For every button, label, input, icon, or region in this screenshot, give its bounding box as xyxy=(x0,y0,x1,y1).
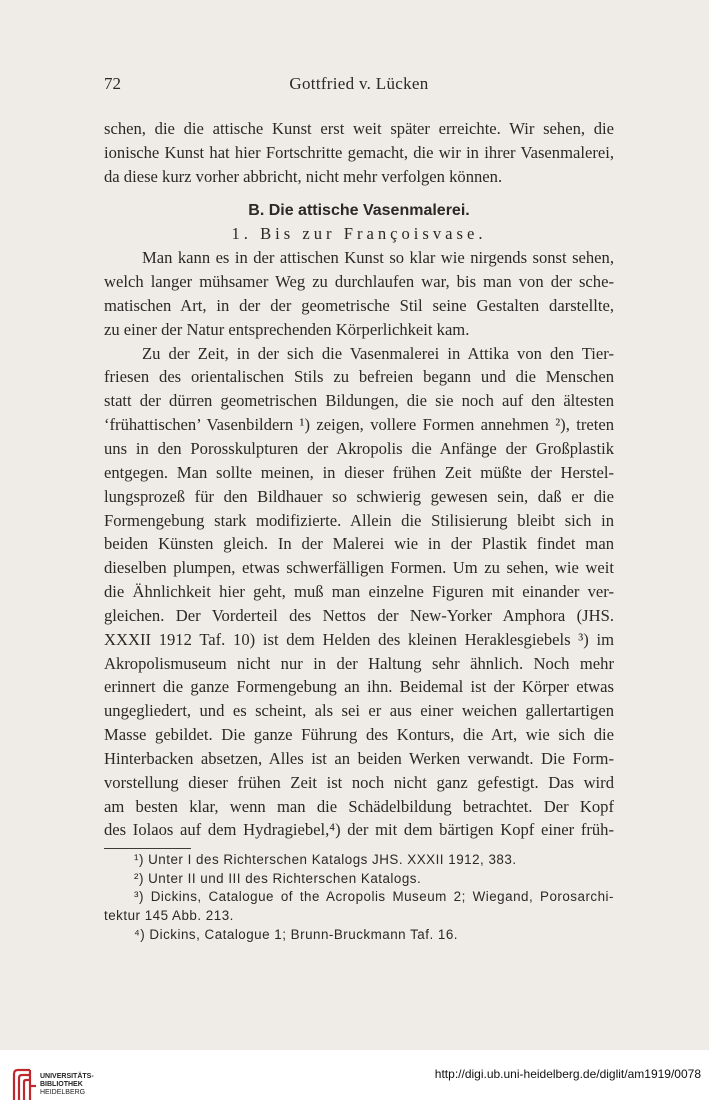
text-line: Akropolismuseum nicht nur in der Haltung sehr ähnlich. Noch mehr xyxy=(104,653,614,673)
text-line: dieselben plumpen, etwas schwerfälligen Formen. Um zu sehen, wie weit xyxy=(104,558,614,578)
text-line: am besten klar, wenn man die Schädelbildung betrachtet. Der Kopf xyxy=(104,796,614,816)
library-name xyxy=(40,1073,94,1097)
footnote-divider xyxy=(104,848,191,849)
text-line: uns in den Porosskulpturen der Akropolis die Anfänge der Großplastik xyxy=(104,438,614,458)
text-line: schen, die die attische Kunst erst weit später erreichte. Wir sehen, die xyxy=(104,119,614,138)
page-number: 72 xyxy=(104,74,121,93)
text-line: XXXII 1912 Taf. 10) ist dem Helden des kleinen Heraklesgiebels ³) im xyxy=(104,629,614,649)
subsection-heading: 1. Bis zur Françoisvase. xyxy=(231,224,487,244)
text-line: zu einer der Natur entsprechenden Körperlichkeit kam. xyxy=(104,319,470,339)
permalink-url[interactable]: http://digi.ub.uni-heidelberg.de/diglit/am1919/0078 xyxy=(434,1067,701,1081)
footnote-continuation: tektur 145 Abb. 213. xyxy=(104,908,234,924)
running-title: Gottfried v. Lücken xyxy=(289,74,429,93)
text-line: welch langer mühsamer Weg zu durchlaufen war, bis man von der sche- xyxy=(104,272,614,292)
text-line: Masse gebildet. Die ganze Führung des Konturs, die Art, wie sich die xyxy=(104,725,614,745)
footnote: ⁴) Dickins, Catalogue 1; Brunn-Bruckmann Taf. 16. xyxy=(134,926,458,942)
text-line: friesen des orientalischen Stils zu befreien begann und die Menschen xyxy=(104,367,614,387)
text-line: vorstellung dieser frühen Zeit ist noch nicht ganz gefestigt. Das wird xyxy=(104,772,614,792)
text-line: matischen Art, in der der geometrische Stil seine Gestalten darstellte, xyxy=(104,295,614,315)
text-line: ‘frühattischen’ Vasenbildern ¹) zeigen, vollere Formen annehmen ²), treten xyxy=(104,415,614,435)
library-name-line: UNIVERSITÄTS- xyxy=(40,1073,94,1080)
text-line: ionische Kunst hat hier Fortschritte gemacht, die wir in ihrer Vasenmalerei, xyxy=(104,142,614,162)
text-line: Man kann es in der attischen Kunst so klar wie nirgends sonst sehen, xyxy=(142,248,614,268)
body-text xyxy=(104,117,614,842)
text-line: ungegliedert, und es scheint, als sei er aus einer weichen gallertartigen xyxy=(104,701,614,721)
text-line: da diese kurz vorher abbricht, nicht mehr verfolgen können. xyxy=(104,166,503,186)
text-line: Formengebung stark modifizierte. Allein die Stilisierung bleibt sich in xyxy=(104,510,614,530)
text-line: beiden Künsten gleich. In der Malerei wie in der Plastik findet man xyxy=(104,534,614,554)
text-line: entgegen. Man sollte meinen, in dieser frühen Zeit müßte der Herstel- xyxy=(104,462,614,482)
text-line: des Iolaos auf dem Hydragiebel,⁴) der mit dem bärtigen Kopf einer früh- xyxy=(104,820,614,840)
text-line: Zu der Zeit, in der sich die Vasenmalerei in Attika von den Tier- xyxy=(142,343,614,363)
university-library-logo-icon xyxy=(10,1066,38,1104)
footnote: ³) Dickins, Catalogue of the Acropolis Museum 2; Wiegand, Porosarchi- xyxy=(134,889,614,905)
library-name-line: HEIDELBERG xyxy=(40,1089,86,1096)
footnote: ²) Unter II und III des Richterschen Katalogs. xyxy=(134,870,422,886)
library-footer-bar xyxy=(0,1050,709,1111)
text-line: erinnert die ganze Formengebung an ihn. Beidemal ist der Körper etwas xyxy=(104,677,614,697)
footnote: ¹) Unter I des Richterschen Katalogs JHS. XXXII 1912, 383. xyxy=(134,852,517,867)
text-line: lungsprozeß für den Bildhauer so schwierig gewesen sein, daß er die xyxy=(104,486,614,506)
text-line: Hinterbacken absetzen, Alles ist an beiden Werken verwandt. Die Form- xyxy=(104,748,614,768)
text-line: die Ähnlichkeit hier geht, muß man einzelne Figuren mit einander ver- xyxy=(104,582,614,602)
page-header xyxy=(104,74,614,98)
text-line: gleichen. Der Vorderteil des Nettos der New-Yorker Amphora (JHS. xyxy=(104,605,614,625)
footnotes xyxy=(104,851,614,944)
section-heading: B. Die attische Vasenmalerei. xyxy=(248,201,470,219)
library-name-line: BIBLIOTHEK xyxy=(40,1081,83,1088)
text-line: statt der dürren geometrischen Bildungen, die sie noch auf den ältesten xyxy=(104,391,614,411)
